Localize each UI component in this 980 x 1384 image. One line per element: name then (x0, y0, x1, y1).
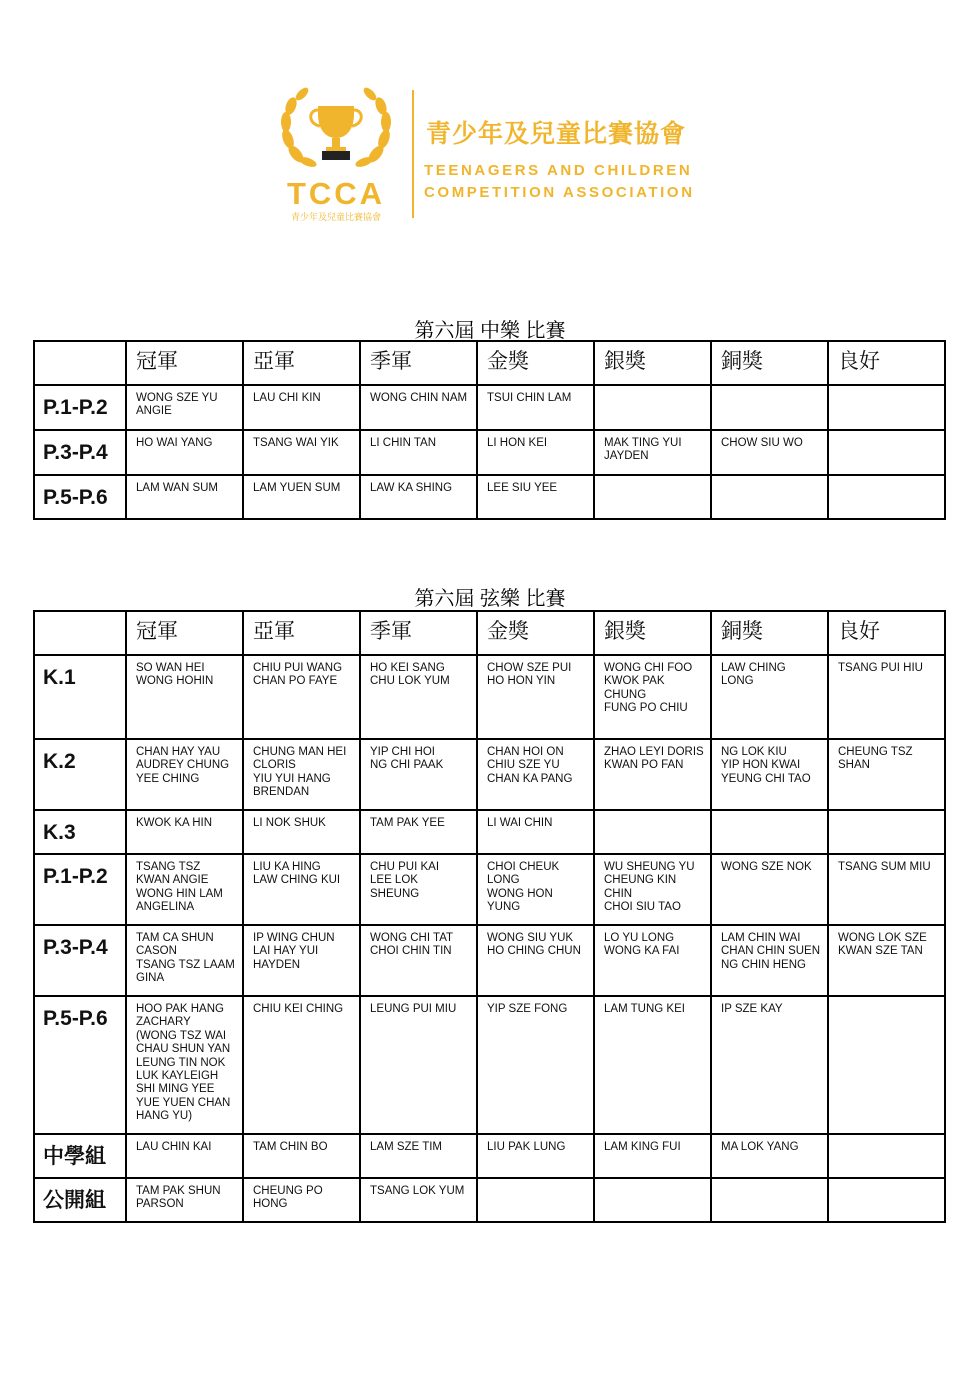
table-cell: TSUI CHIN LAM (477, 385, 594, 430)
tcca-logo (276, 84, 396, 224)
header-cell (34, 341, 126, 385)
table-cell: LAW CHING LONG (711, 655, 828, 739)
table-cell: KWOK KA HIN (126, 810, 243, 854)
table-cell (828, 1178, 945, 1222)
table-cell: LAM TUNG KEI (594, 996, 711, 1134)
level-cell: P.1-P.2 (34, 385, 126, 430)
table-cell: CHIU KEI CHING (243, 996, 360, 1134)
table-cell: TSANG LOK YUM (360, 1178, 477, 1222)
table-cell (828, 1134, 945, 1178)
table-cell: SO WAN HEI WONG HOHIN (126, 655, 243, 739)
table-cell: CHIU PUI WANG CHAN PO FAYE (243, 655, 360, 739)
level-cell: K.3 (34, 810, 126, 854)
level-cell: P.3-P.4 (34, 430, 126, 475)
table-cell: LIU KA HING LAW CHING KUI (243, 854, 360, 925)
table-row (34, 810, 945, 854)
table-cell: LAM CHIN WAI CHAN CHIN SUEN NG CHIN HENG (711, 925, 828, 996)
org-name-english-line2: COMPETITION ASSOCIATION (424, 184, 695, 201)
header-cell: 亞軍 (243, 611, 360, 655)
table-cell: CHEUNG TSZ SHAN (828, 739, 945, 810)
table-cell (594, 475, 711, 519)
table-cell: LAM WAN SUM (126, 475, 243, 519)
table-cell: LI CHIN TAN (360, 430, 477, 475)
table-cell: NG LOK KIU YIP HON KWAI YEUNG CHI TAO (711, 739, 828, 810)
header-cell: 銅獎 (711, 341, 828, 385)
table-cell (828, 430, 945, 475)
level-cell: P.3-P.4 (34, 925, 126, 996)
header-cell: 金獎 (477, 611, 594, 655)
table-cell: WONG LOK SZE KWAN SZE TAN (828, 925, 945, 996)
table-cell (711, 810, 828, 854)
org-name-english-line1: TEENAGERS AND CHILDREN (424, 162, 693, 179)
header-cell: 冠軍 (126, 611, 243, 655)
header-cell: 銀獎 (594, 341, 711, 385)
table-cell: LI HON KEI (477, 430, 594, 475)
table-cell: CHU PUI KAI LEE LOK SHEUNG (360, 854, 477, 925)
table-cell: LIU PAK LUNG (477, 1134, 594, 1178)
table-cell: TAM CHIN BO (243, 1134, 360, 1178)
section-title-chinese-music: 第六屆 中樂 比賽 (414, 320, 566, 342)
table-row (34, 655, 945, 739)
table-cell: CHEUNG PO HONG (243, 1178, 360, 1222)
table-cell (828, 810, 945, 854)
table-cell: TAM CA SHUN CASON TSANG TSZ LAAM GINA (126, 925, 243, 996)
table-cell (711, 1178, 828, 1222)
header-cell: 銅獎 (711, 611, 828, 655)
table-cell: CHOI CHEUK LONG WONG HON YUNG (477, 854, 594, 925)
table-cell: ZHAO LEYI DORIS KWAN PO FAN (594, 739, 711, 810)
header-cell: 金獎 (477, 341, 594, 385)
table-cell: HO WAI YANG (126, 430, 243, 475)
table-cell: WONG SIU YUK HO CHING CHUN (477, 925, 594, 996)
table-cell: LAM SZE TIM (360, 1134, 477, 1178)
table-cell: LI NOK SHUK (243, 810, 360, 854)
table-cell (828, 996, 945, 1134)
level-cell: K.1 (34, 655, 126, 739)
header-cell: 季軍 (360, 341, 477, 385)
table-row (34, 996, 945, 1134)
table-cell: CHAN HAY YAU AUDREY CHUNG YEE CHING (126, 739, 243, 810)
table-header-row (34, 341, 945, 385)
table-cell (594, 385, 711, 430)
table-cell: CHOW SIU WO (711, 430, 828, 475)
table-cell: HO KEI SANG CHU LOK YUM (360, 655, 477, 739)
table-cell: HOO PAK HANG ZACHARY (WONG TSZ WAI CHAU SHUN YAN LEUNG TIN NOK LUK KAYLEIGH SHI MING YEE YUE YUEN CHAN HANG YU) (126, 996, 243, 1134)
level-cell: 公開組 (34, 1178, 126, 1222)
table-cell (594, 1178, 711, 1222)
table-cell: WU SHEUNG YU CHEUNG KIN CHIN CHOI SIU TAO (594, 854, 711, 925)
table-row (34, 854, 945, 925)
table-row (34, 739, 945, 810)
section-title-string-music: 第六屆 弦樂 比賽 (414, 588, 566, 610)
table-cell: WONG SZE NOK (711, 854, 828, 925)
table-row (34, 1134, 945, 1178)
logo-subtitle: 青少年及兒童比賽協會 (290, 212, 381, 222)
header-cell (34, 611, 126, 655)
table-cell: YIP CHI HOI NG CHI PAAK (360, 739, 477, 810)
table-cell (477, 1178, 594, 1222)
table-cell (711, 385, 828, 430)
header-cell: 冠軍 (126, 341, 243, 385)
table-cell: TSANG TSZ KWAN ANGIE WONG HIN LAM ANGELINA (126, 854, 243, 925)
table-cell: LEE SIU YEE (477, 475, 594, 519)
table-cell: LO YU LONG WONG KA FAI (594, 925, 711, 996)
table-cell: LAU CHIN KAI (126, 1134, 243, 1178)
table-cell: CHUNG MAN HEI CLORIS YIU YUI HANG BRENDAN (243, 739, 360, 810)
table-cell (828, 475, 945, 519)
table-cell: TSANG PUI HIU (828, 655, 945, 739)
table-cell: YIP SZE FONG (477, 996, 594, 1134)
level-cell: P.1-P.2 (34, 854, 126, 925)
header-cell: 良好 (828, 341, 945, 385)
table-cell: IP WING CHUN LAI HAY YUI HAYDEN (243, 925, 360, 996)
header-cell: 銀獎 (594, 611, 711, 655)
level-cell: K.2 (34, 739, 126, 810)
table-cell: WONG CHIN NAM (360, 385, 477, 430)
table-cell: MA LOK YANG (711, 1134, 828, 1178)
logo-abbreviation: TCCA (286, 176, 386, 211)
trophy-laurel-icon (276, 84, 396, 176)
table-cell: LAM KING FUI (594, 1134, 711, 1178)
table-cell (594, 810, 711, 854)
results-table-chinese-music (33, 340, 946, 520)
header-cell: 亞軍 (243, 341, 360, 385)
table-cell (828, 385, 945, 430)
table-cell: LI WAI CHIN (477, 810, 594, 854)
table-cell: WONG SZE YU ANGIE (126, 385, 243, 430)
table-cell: LAW KA SHING (360, 475, 477, 519)
header-cell: 良好 (828, 611, 945, 655)
header-divider (412, 90, 414, 218)
table-cell: TAM PAK YEE (360, 810, 477, 854)
level-cell: P.5-P.6 (34, 996, 126, 1134)
table-cell: CHOW SZE PUI HO HON YIN (477, 655, 594, 739)
table-cell: LAM YUEN SUM (243, 475, 360, 519)
table-cell: TSANG WAI YIK (243, 430, 360, 475)
table-cell: TSANG SUM MIU (828, 854, 945, 925)
level-cell: P.5-P.6 (34, 475, 126, 519)
table-row (34, 430, 945, 475)
results-table-string-music (33, 610, 946, 1223)
level-cell: 中學組 (34, 1134, 126, 1178)
table-cell: TAM PAK SHUN PARSON (126, 1178, 243, 1222)
table-cell: LEUNG PUI MIU (360, 996, 477, 1134)
table-cell: MAK TING YUI JAYDEN (594, 430, 711, 475)
table-row (34, 1178, 945, 1222)
table-cell: IP SZE KAY (711, 996, 828, 1134)
table-cell: LAU CHI KIN (243, 385, 360, 430)
table-row (34, 475, 945, 519)
table-cell: WONG CHI FOO KWOK PAK CHUNG FUNG PO CHIU (594, 655, 711, 739)
table-header-row (34, 611, 945, 655)
table-cell: CHAN HOI ON CHIU SZE YU CHAN KA PANG (477, 739, 594, 810)
table-cell (711, 475, 828, 519)
table-cell: WONG CHI TAT CHOI CHIN TIN (360, 925, 477, 996)
header-cell: 季軍 (360, 611, 477, 655)
table-row (34, 385, 945, 430)
org-name-chinese: 青少年及兒童比賽協會 (426, 120, 687, 148)
table-row (34, 925, 945, 996)
